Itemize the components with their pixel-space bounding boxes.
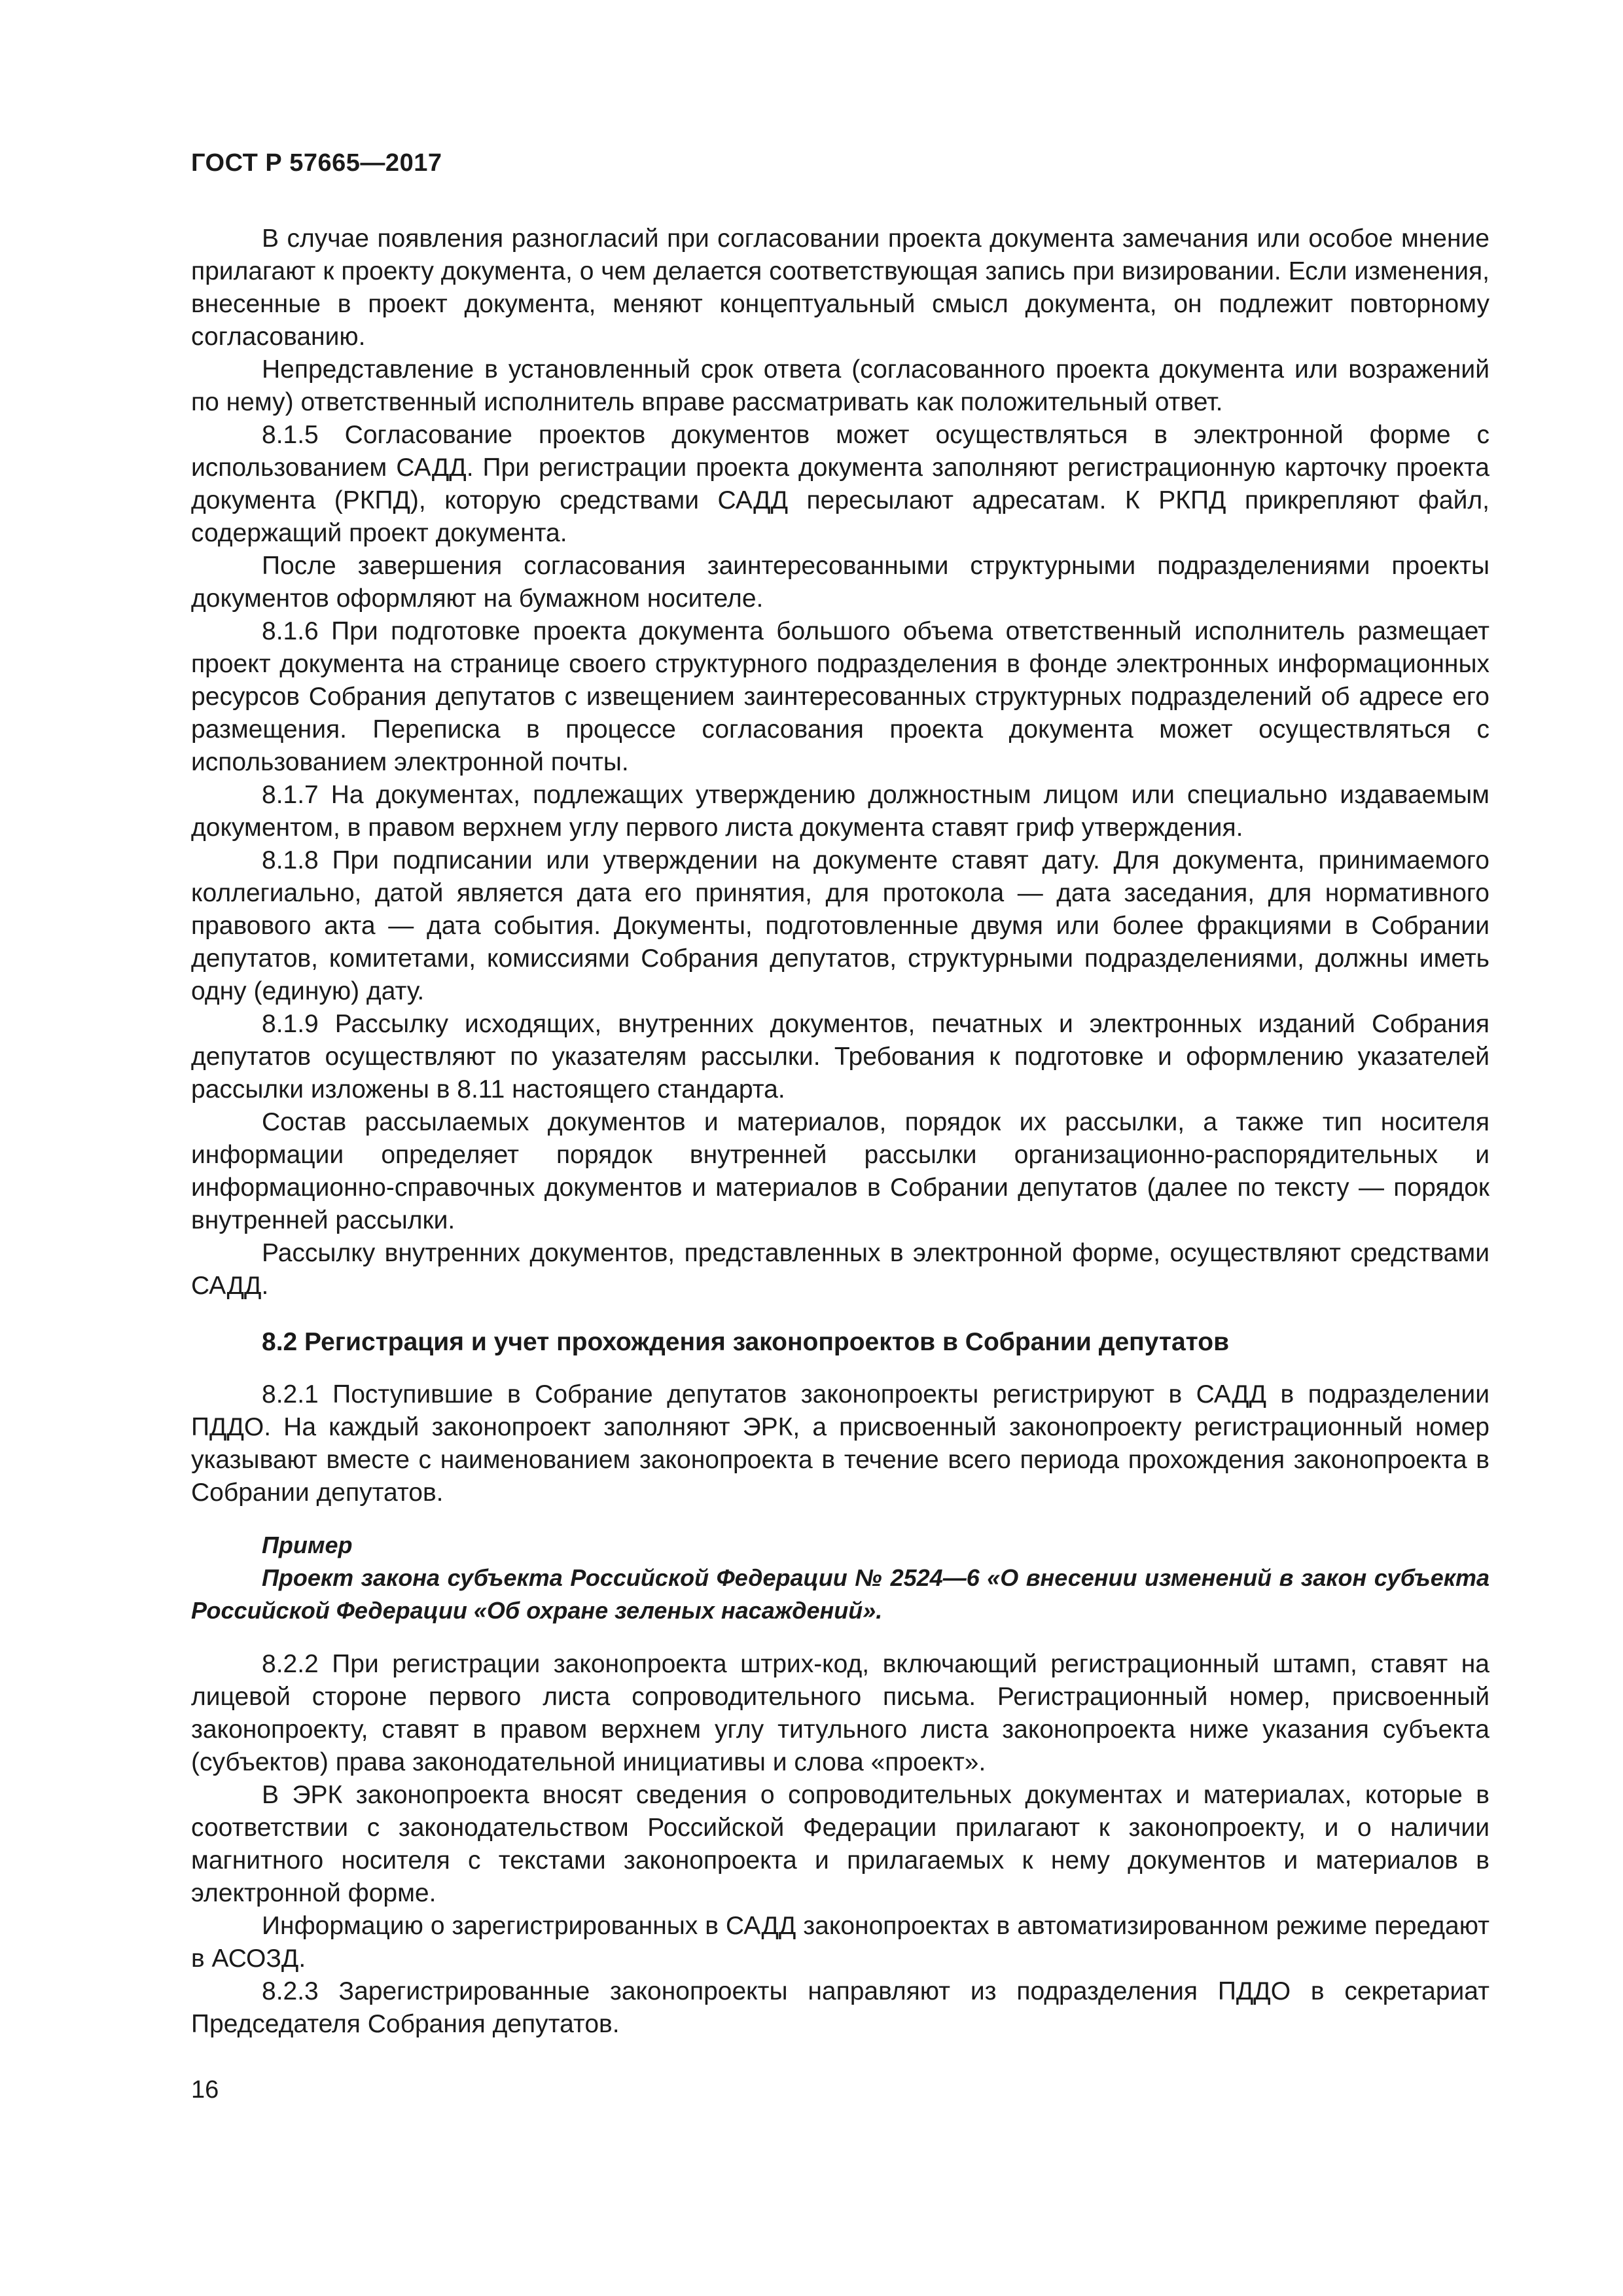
paragraph-disagreements: В случае появления разногласий при согласовании проекта документа замечания или особое мнение прилагают к проекту документа, о чем делается соответствующая запись при визировании. Если изменения, внесенные в проект документа, меняют концептуальный смысл документа, он подлежит повторному согласованию. xyxy=(191,224,1489,351)
paragraph-8-1-8: 8.1.8 При подписании или утверждении на документе ставят дату. Для документа, принимаемого коллегиально, датой является дата его принятия, для протокола — дата заседания, для нормативного правового акта — дата события. Документы, подготовленные двумя или более фракциями в Собрании депутатов, комитетами, комиссиями Собрания депутатов, структурными подразделениями, должны иметь одну (единую) дату. xyxy=(191,846,1489,1005)
example-block xyxy=(191,1529,1489,1627)
example-text: Проект закона субъекта Российской Федерации № 2524—6 «О внесении изменений в закон субъекта Российской Федерации «Об охране зеленых насаждений». xyxy=(191,1564,1489,1624)
paragraph-after-approval: После завершения согласования заинтересованными структурными подразделениями проекты документов оформляют на бумажном носителе. xyxy=(191,552,1489,613)
paragraph-8-2-2: 8.2.2 При регистрации законопроекта штрих-код, включающий регистрационный штамп, ставят на лицевой стороне первого листа сопроводительного письма. Регистрационный номер, присвоенный законопроекту, ставят в правом верхнем углу титульного листа законопроекта ниже указания субъекта (субъектов) права законодательной инициативы и слова «проект». xyxy=(191,1650,1489,1776)
paragraph-internal-distribution: Рассылку внутренних документов, представленных в электронной форме, осуществляют средствами САДД. xyxy=(191,1239,1489,1300)
paragraph-8-1-7: 8.1.7 На документах, подлежащих утверждению должностным лицом или специально издаваемым документом, в правом верхнем углу первого листа документа ставят гриф утверждения. xyxy=(191,781,1489,842)
paragraph-no-response: Непредставление в установленный срок ответа (согласованного проекта документа или возражений по нему) ответственный исполнитель вправе рассматривать как положительный ответ. xyxy=(191,355,1489,416)
paragraph-8-1-6: 8.1.6 При подготовке проекта документа большого объема ответственный исполнитель размещает проект документа на странице своего структурного подразделения в фонде электронных информационных ресурсов Собрания депутатов с извещением заинтересованных структурных подразделений об адресе его размещения. Переписка в процессе согласования проекта документа может осуществляться с использованием электронной почты. xyxy=(191,617,1489,776)
document-body xyxy=(191,223,1489,2041)
paragraph-8-1-5: 8.1.5 Согласование проектов документов может осуществляться в электронной форме с использованием САДД. При регистрации проекта документа заполняют регистрационную карточку проекта документа (РКПД), которую средствами САДД пересылают адресатам. К РКПД прикрепляют файл, содержащий проект документа. xyxy=(191,421,1489,547)
document-header-code: ГОСТ Р 57665—2017 xyxy=(191,149,442,177)
paragraph-asozd: Информацию о зарегистрированных в САДД законопроектах в автоматизированном режиме передают в АСОЗД. xyxy=(191,1912,1489,1973)
page-number: 16 xyxy=(191,2076,219,2104)
paragraph-8-1-9: 8.1.9 Рассылку исходящих, внутренних документов, печатных и электронных изданий Собрания депутатов осуществляют по указателям рассылки. Требования к подготовке и оформлению указателей рассылки изложены в 8.11 настоящего стандарта. xyxy=(191,1010,1489,1103)
section-heading-8-2: 8.2 Регистрация и учет прохождения законопроектов в Собрании депутатов xyxy=(262,1328,1230,1356)
paragraph-distribution-composition: Состав рассылаемых документов и материалов, порядок их рассылки, а также тип носителя информации определяет порядок внутренней рассылки организационно-распорядительных и информационно-справочных документов и материалов в Собрании депутатов (далее по тексту — порядок внутренней рассылки. xyxy=(191,1108,1489,1234)
paragraph-8-2-3: 8.2.3 Зарегистрированные законопроекты направляют из подразделения ПДДО в секретариат Председателя Собрания депутатов. xyxy=(191,1977,1489,2038)
paragraph-8-2-1: 8.2.1 Поступившие в Собрание депутатов законопроекты регистрируют в САДД в подразделении ПДДО. На каждый законопроект заполняют ЭРК, а присвоенный законопроекту регистрационный номер указывают вместе с наименованием законопроекта в течение всего периода прохождения законопроекта в Собрании депутатов. xyxy=(191,1380,1489,1507)
example-label: Пример xyxy=(262,1532,353,1558)
paragraph-erk-info: В ЭРК законопроекта вносят сведения о сопроводительных документах и материалах, которые в соответствии с законодательством Российской Федерации прилагают к законопроекту, и о наличии магнитного носителя с текстами законопроекта и прилагаемых к нему документов и материалов в электронной форме. xyxy=(191,1781,1489,1907)
